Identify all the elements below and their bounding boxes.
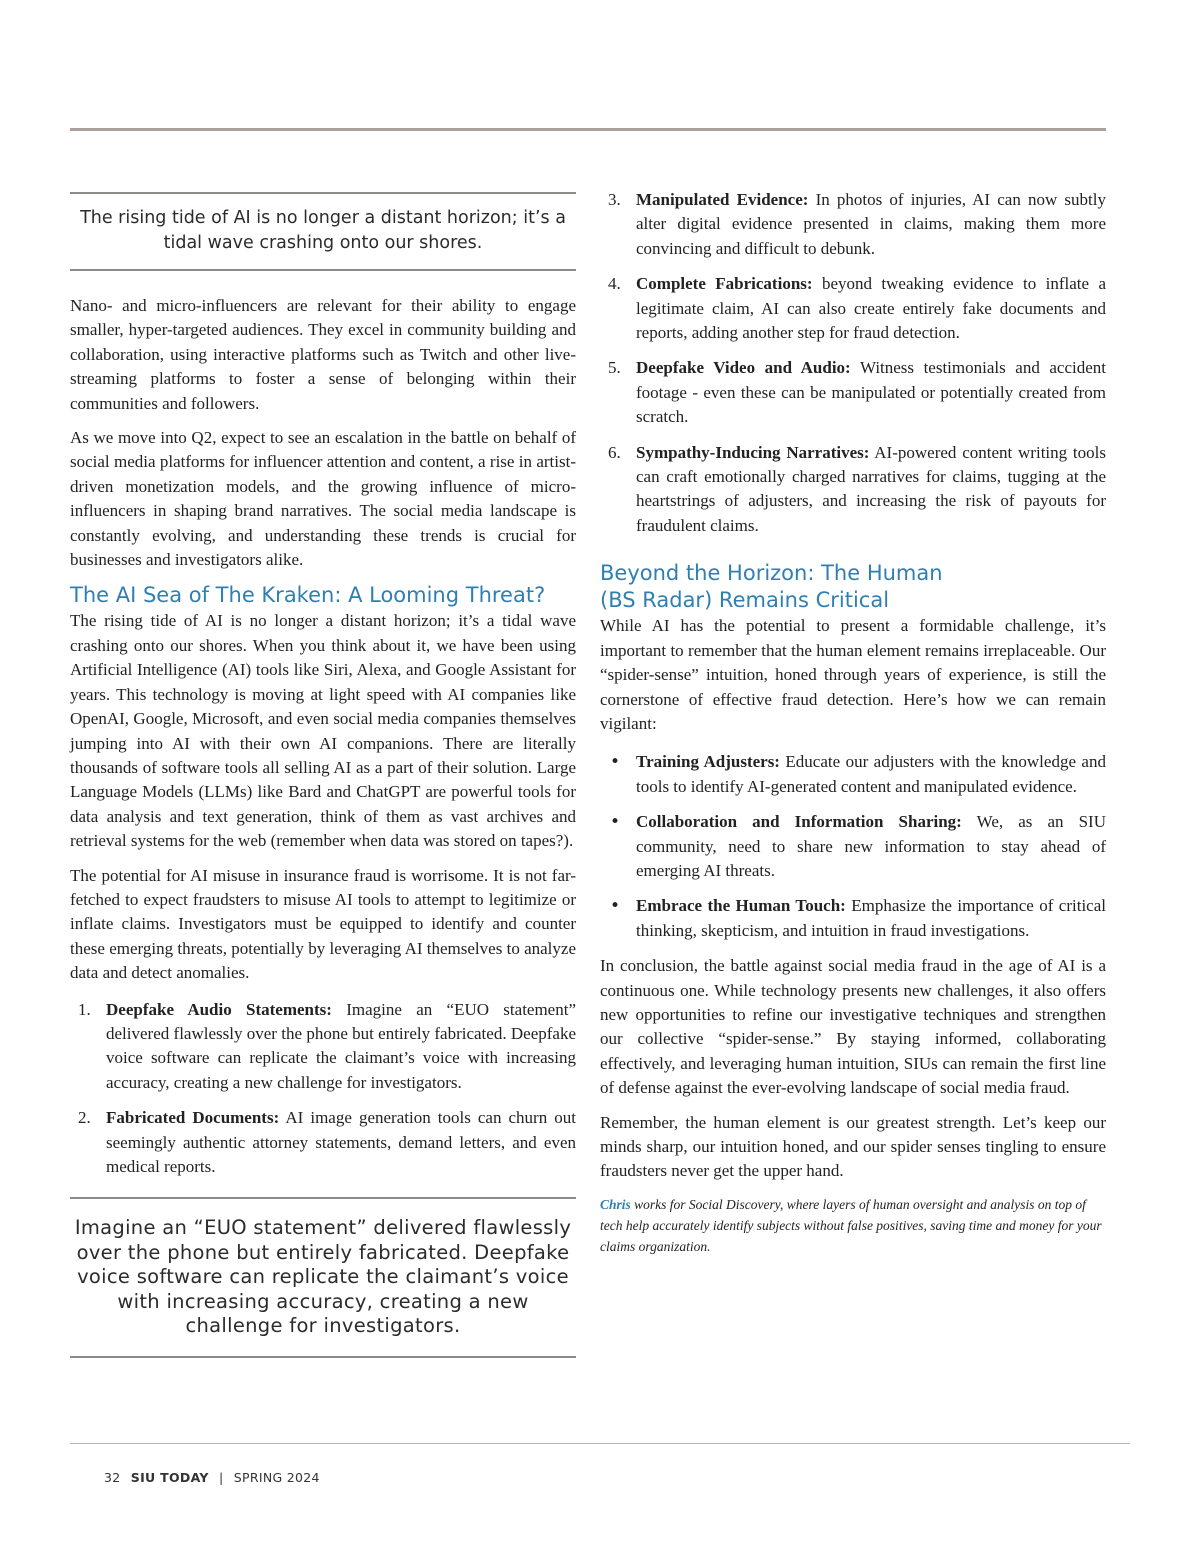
paragraph: Nano- and micro-influencers are relevant for their ability to engage smaller, hyper-targeted audiences. They excel in community building and collaboration, using interactive platforms such as Twitch and other live-streaming platforms to foster a sense of belonging within their communities and followers. bbox=[70, 296, 576, 413]
paragraph: As we move into Q2, expect to see an escalation in the battle on behalf of social media platforms for influencer attention and content, a rise in artist-driven monetization models, and the growing influence of micro-influencers in shaping brand narratives. The social media landscape is constantly evolving, and understanding these trends is crucial for businesses and investigators alike. bbox=[70, 428, 576, 570]
bullet-icon: • bbox=[610, 896, 621, 917]
section-heading-line: Beyond the Horizon: The Human bbox=[600, 561, 943, 586]
list-item-title: Embrace the Human Touch: bbox=[636, 896, 846, 916]
list-number: 1. bbox=[78, 999, 91, 1019]
right-column bbox=[600, 188, 1106, 1257]
pull-quote-top: The rising tide of AI is no longer a distant horizon; it’s a tidal wave crashing onto our shores. bbox=[70, 192, 576, 271]
list-item bbox=[600, 894, 1106, 943]
pull-quote-bottom: Imagine an “EUO statement” delivered flawlessly over the phone but entirely fabricated. Deepfake voice software can replicate the claimant’s voice with increasing accuracy, creating a new challenge for investigators. bbox=[70, 1197, 576, 1358]
list-item-title: Complete Fabrications: bbox=[636, 274, 813, 294]
left-column bbox=[70, 192, 576, 1358]
page-footer bbox=[104, 1470, 320, 1485]
list-item bbox=[600, 750, 1106, 799]
list-item-text: AI image generation tools can churn out seemingly authentic attorney statements, demand letters, and even medical reports. bbox=[106, 1108, 576, 1176]
paragraph: While AI has the potential to present a formidable challenge, it’s important to remember that the human element remains irreplaceable. Our “spider-sense” intuition, honed through years of experience, is still the cornerstone of effective fraud detection. Here’s how we can remain vigilant: bbox=[600, 616, 1106, 733]
issue-label: SPRING 2024 bbox=[233, 1470, 320, 1485]
list-item-title: Manipulated Evidence: bbox=[636, 190, 809, 209]
threat-list-continued bbox=[600, 188, 1106, 538]
list-item-title: Deepfake Video and Audio: bbox=[636, 358, 851, 378]
author-name: Chris bbox=[600, 1196, 631, 1212]
list-number: 6. bbox=[608, 442, 621, 462]
list-item-title: Deepfake Audio Statements: bbox=[106, 999, 332, 1019]
list-item bbox=[600, 810, 1106, 883]
list-item bbox=[600, 356, 1106, 429]
list-item-text: We, as an SIU community, need to share new information to stay ahead of emerging AI threats. bbox=[636, 812, 1106, 880]
list-number: 5. bbox=[608, 358, 621, 378]
list-item-text: Witness testimonials and accident footage - even these can be manipulated or potentially created from scratch. bbox=[636, 358, 1106, 427]
bullet-icon: • bbox=[610, 812, 621, 833]
list-item bbox=[70, 1106, 576, 1179]
list-item-title: Fabricated Documents: bbox=[106, 1108, 280, 1128]
list-item-text: In photos of injuries, AI can now subtly alter digital evidence presented in claims, making them more convincing and difficult to debunk. bbox=[636, 190, 1106, 258]
author-bio-text: works for Social Discovery, where layers of human oversight and analysis on top of tech help accurately identify subjects without false positives, saving time and money for your claims organization. bbox=[600, 1196, 1102, 1254]
page-number: 32 bbox=[104, 1470, 121, 1485]
list-number: 2. bbox=[78, 1108, 91, 1128]
bottom-divider bbox=[70, 1443, 1130, 1444]
author-bio bbox=[600, 1194, 1106, 1257]
top-divider bbox=[70, 128, 1106, 131]
list-item-text: beyond tweaking evidence to inflate a legitimate claim, AI can also create entirely fake documents and reports, adding another step for fraud detection. bbox=[636, 274, 1106, 343]
list-item-text: Emphasize the importance of critical thinking, skepticism, and intuition in fraud investigations. bbox=[636, 896, 1106, 940]
paragraph: Remember, the human element is our greatest strength. Let’s keep our minds sharp, our intuition honed, and our spider senses tingling to ensure fraudsters never get the upper hand. bbox=[600, 1112, 1106, 1181]
list-item bbox=[70, 998, 576, 1096]
list-item-text: Educate our adjusters with the knowledge and tools to identify AI-generated content and manipulated evidence. bbox=[636, 752, 1106, 796]
paragraph: In conclusion, the battle against social media fraud in the age of AI is a continuous one. While technology presents new challenges, it also offers new opportunities to refine our investigative techniques and strengthen our collective “spider-sense.” By staying informed, collaborating effectively, and leveraging human intuition, SIUs can remain the first line of defense against the ever-evolving landscape of social media fraud. bbox=[600, 956, 1106, 1098]
section-heading: The AI Sea of The Kraken: A Looming Threat? bbox=[70, 583, 546, 608]
magazine-name: SIU TODAY bbox=[130, 1470, 209, 1485]
list-item bbox=[600, 441, 1106, 539]
paragraph: The rising tide of AI is no longer a distant horizon; it’s a tidal wave crashing onto our shores. When you think about it, we have been using Artificial Intelligence (AI) tools like Siri, Alexa, and Google Assistant for years. This technology is moving at light speed with AI companies like OpenAI, Google, Microsoft, and even social media companies themselves jumping into AI with their own AI companions. There are literally thousands of software tools all selling AI as a part of their solution. Large Language Models (LLMs) like Bard and ChatGPT are powerful tools for data analysis and text generation, think of them as vast archives and retrieval systems for the web (remember when data was stored on tapes?). bbox=[70, 611, 576, 851]
paragraph: The potential for AI misuse in insurance fraud is worrisome. It is not far-fetched to expect fraudsters to misuse AI tools to attempt to legitimize or inflate claims. Investigators must be equipped to identify and counter these emerging threats, potentially by leveraging AI themselves to analyze data and detect anomalies. bbox=[70, 865, 576, 983]
list-number: 4. bbox=[608, 274, 621, 294]
list-item bbox=[600, 188, 1106, 261]
list-item-text: Imagine an “EUO statement” delivered flawlessly over the phone but entirely fabricated. Deepfake voice software can replicate the claimant’s voice with increasing accuracy, creating a new challenge for investigators. bbox=[106, 999, 576, 1092]
section-heading-line: (BS Radar) Remains Critical bbox=[600, 588, 890, 613]
list-number: 3. bbox=[608, 190, 621, 209]
bullet-icon: • bbox=[610, 752, 621, 773]
footer-separator: | bbox=[219, 1470, 224, 1485]
list-item-title: Collaboration and Information Sharing: bbox=[636, 812, 962, 832]
vigilance-list bbox=[600, 750, 1106, 943]
threat-list bbox=[70, 998, 576, 1180]
list-item-title: Training Adjusters: bbox=[636, 752, 780, 772]
list-item bbox=[600, 272, 1106, 345]
list-item-text: AI-powered content writing tools can craft emotionally charged narratives for claims, tugging at the heartstrings of adjusters, and increasing the risk of payouts for fraudulent claims. bbox=[636, 442, 1106, 535]
list-item-title: Sympathy-Inducing Narratives: bbox=[636, 442, 870, 462]
section-heading bbox=[600, 560, 1106, 614]
